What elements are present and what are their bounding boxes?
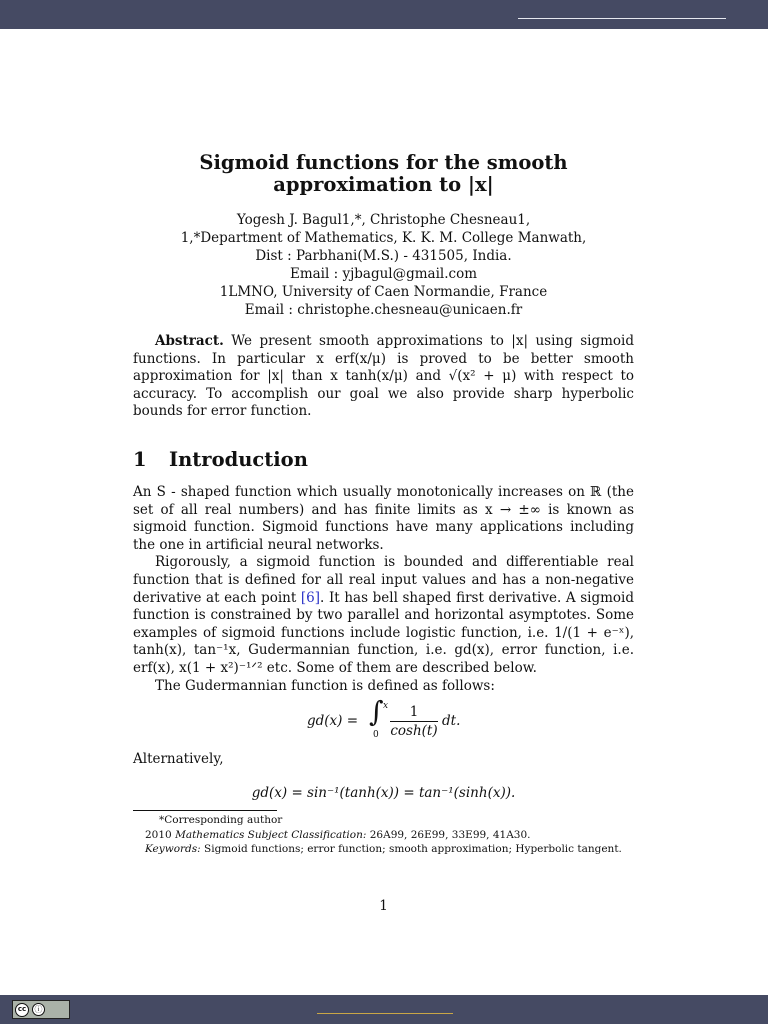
section-heading	[133, 448, 308, 471]
equation-alternative: gd(x) = sin⁻¹(tanh(x)) = tan⁻¹(sinh(x)).	[251, 785, 516, 801]
paragraph: The Gudermannian function is defined as follows:	[155, 677, 495, 694]
eq-lhs: gd(x) =	[307, 713, 359, 729]
title-line-2: approximation to |x|	[273, 173, 494, 196]
bottom-accent-line	[317, 1013, 453, 1014]
section-number: 1	[133, 448, 147, 471]
footnote: *Corresponding author	[159, 814, 283, 826]
eq-dt: dt.	[442, 713, 461, 729]
top-toolbar	[0, 0, 768, 29]
author-block	[133, 211, 634, 319]
author-line: Email : yjbagul@gmail.com	[289, 266, 478, 282]
citation-link[interactable]: [6]	[300, 589, 321, 606]
title-line-1: Sigmoid functions for the smooth	[199, 151, 568, 174]
author-line: Yogesh J. Bagul1,*, Christophe Chesneau1,	[236, 212, 531, 228]
paper-title	[133, 152, 634, 196]
top-progress-line	[518, 18, 726, 19]
eq-lower-limit: 0	[373, 730, 379, 740]
cc-by-icon[interactable]	[12, 1000, 70, 1019]
footnotes	[133, 813, 634, 857]
paragraph: An S - shaped function which usually monotonically increases on ℝ (the set of all real numbers) and has finite limits as x → ±∞ is known as sigmoid function. Sigmoid functions have many applications including the one in artificial neural networks.	[133, 484, 634, 553]
page-number: 1	[379, 898, 388, 914]
integral-symbol: ∫	[369, 695, 384, 728]
author-line: 1LMNO, University of Caen Normandie, France	[219, 284, 548, 300]
eq-upper-limit: x	[383, 701, 389, 711]
bottom-toolbar	[0, 995, 768, 1024]
attribution-icon: ⓘ	[32, 1003, 45, 1016]
abstract-label: Abstract.	[155, 333, 224, 349]
footnote: Keywords: Sigmoid functions; error function; smooth approximation; Hyperbolic tangent.	[145, 843, 622, 855]
equation-gudermannian	[133, 695, 634, 742]
body-text	[133, 484, 634, 695]
abstract-text: We present smooth approximations to |x| using sigmoid functions. In particular x erf(x/μ) is proved to be better smooth approximation for |x| than x tanh(x/μ) and √(x² + μ) with respect to accuracy. To accomplish our goal we also provide sharp hyperbolic bounds for error function.	[133, 333, 634, 419]
fraction-bar	[390, 721, 438, 722]
creative-commons-icon: cc	[15, 1003, 29, 1017]
abstract	[133, 333, 634, 421]
eq-denominator: cosh(t)	[390, 723, 438, 739]
section-title: Introduction	[169, 448, 308, 471]
alternatively-text: Alternatively,	[133, 751, 224, 767]
eq-numerator: 1	[409, 704, 419, 720]
author-line: Email : christophe.chesneau@unicaen.fr	[244, 302, 523, 318]
footnote: 2010 Mathematics Subject Classification: 26A99, 26E99, 33E99, 41A30.	[145, 828, 531, 841]
author-line: Dist : Parbhani(M.S.) - 431505, India.	[255, 248, 512, 264]
footnote-rule	[133, 810, 277, 811]
paragraph: Rigorously, a sigmoid function is bounded and differentiable real function that is defined for all real input values and has a non-negative derivative at each point [6]. It has bell shaped first derivative. A sigmoid function is constrained by two parallel and horizontal asymptotes. Some examples of sigmoid functions include logistic function, i.e. 1/(1 + e⁻ˣ), tanh(x), tan⁻¹x, Gudermannian function, i.e. gd(x), error function, i.e. erf(x), x(1 + x²)⁻¹ᐟ² etc. Some of them are described below.	[133, 554, 635, 676]
author-line: 1,*Department of Mathematics, K. K. M. College Manwath,	[180, 230, 587, 246]
